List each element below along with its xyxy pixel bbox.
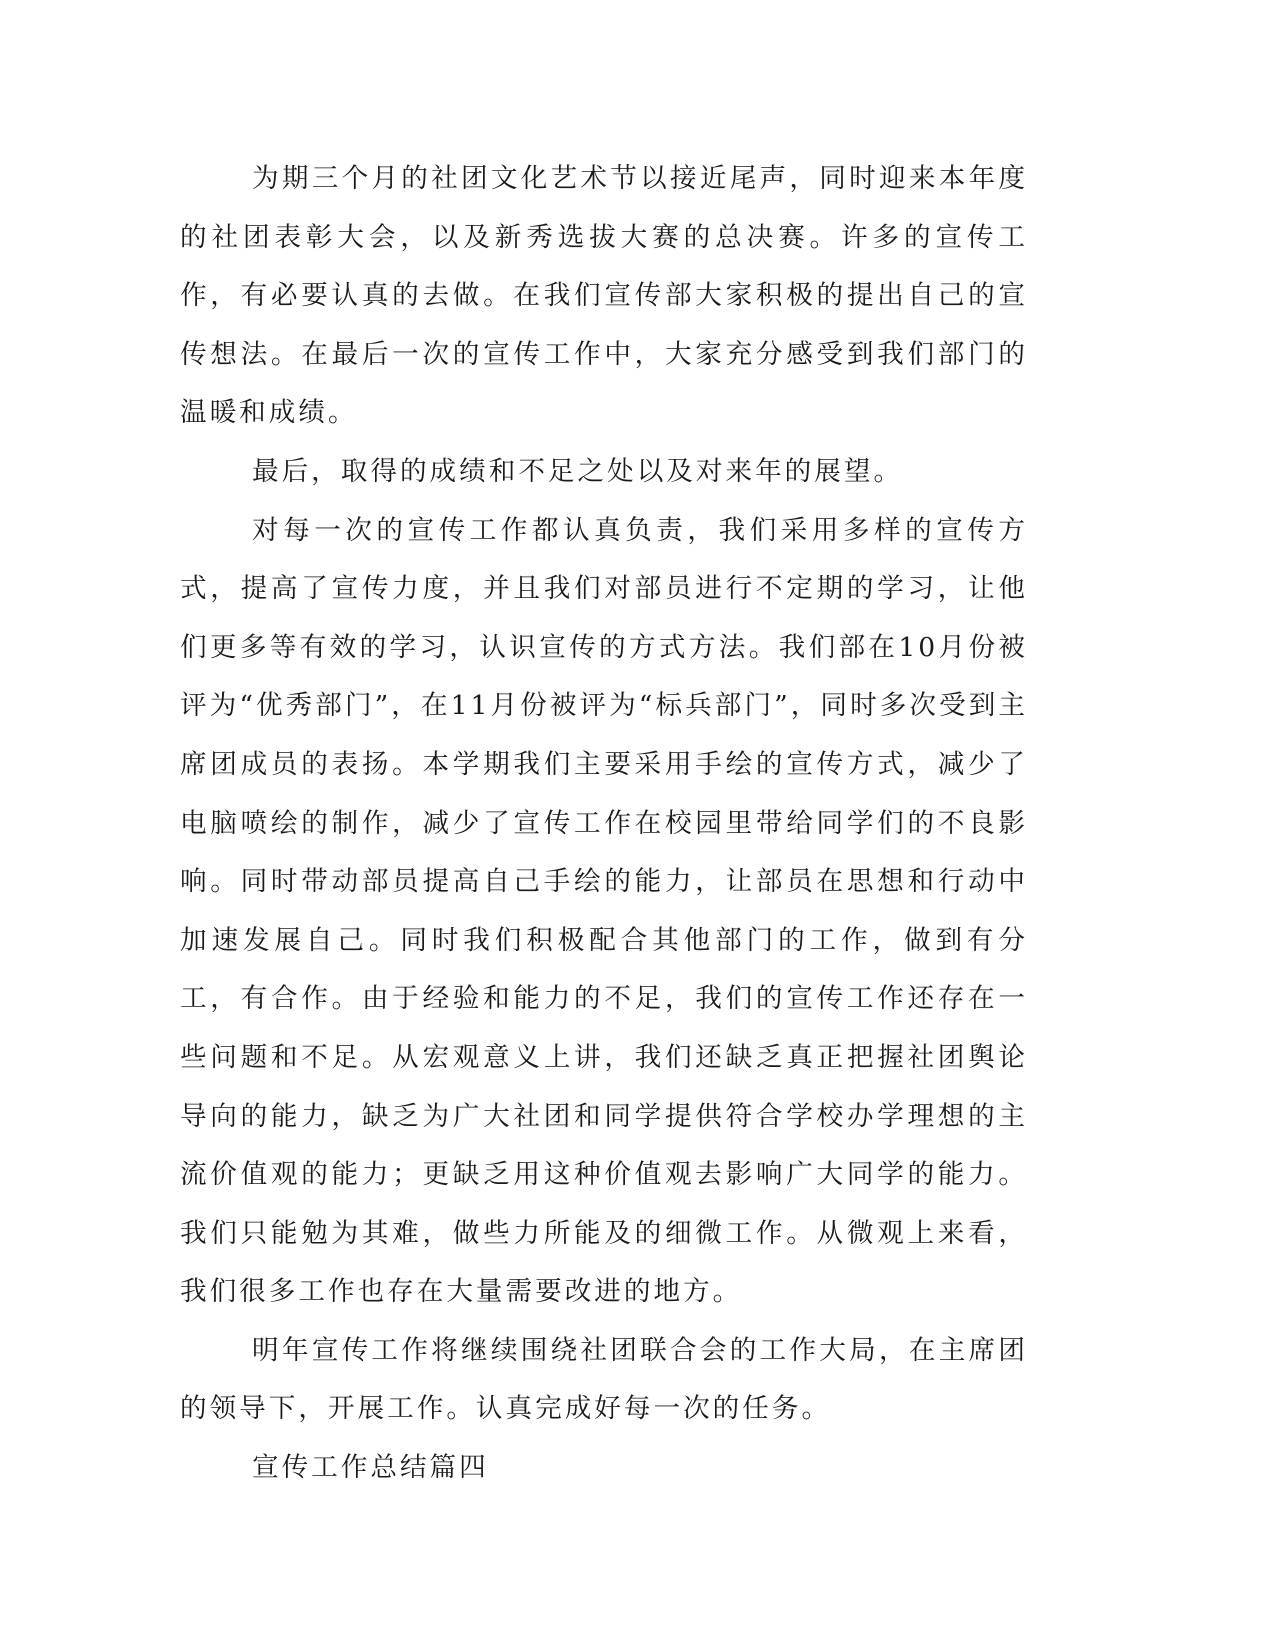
paragraph-achievements-shortcomings: 对每一次的宣传工作都认真负责，我们采用多样的宣传方式，提高了宣传力度，并且我们对部员进行不定期的学习，让他们更多等有效的学习，认识宣传的方式方法。我们部在10月份被评为“优秀部门”，在11月份被评为“标兵部门”，同时多次受到主席团成员的表扬。本学期我们主要采用手绘的宣传方式，减少了电脑喷绘的制作，减少了宣传工作在校园里带给同学们的不良影响。同时带动部员提高自己手绘的能力，让部员在思想和行动中加速发展自己。同时我们积极配合其他部门的工作，做到有分工，有合作。由于经验和能力的不足，我们的宣传工作还存在一些问题和不足。从宏观意义上讲，我们还缺乏真正把握社团舆论导向的能力，缺乏为广大社团和同学提供符合学校办学理想的主流价值观的能力；更缺乏用这种价值观去影响广大同学的能力。我们只能勉为其难，做些力所能及的细微工作。从微观上来看，我们很多工作也存在大量需要改进的地方。 — [180, 514, 1028, 1308]
section-title: 宣传工作总结篇四 — [252, 1452, 489, 1484]
paragraph-next-year-plan: 明年宣传工作将继续围绕社团联合会的工作大局，在主席团的领导下，开展工作。认真完成好每一次的任务。 — [180, 1334, 1028, 1425]
document-body — [180, 150, 1028, 1498]
paragraph-outlook-heading: 最后，取得的成绩和不足之处以及对来年的展望。 — [252, 455, 904, 487]
paragraph-festival-summary: 为期三个月的社团文化艺术节以接近尾声，同时迎来本年度的社团表彰大会，以及新秀选拔大赛的总决赛。许多的宣传工作，有必要认真的去做。在我们宣传部大家积极的提出自己的宣传想法。在最后一次的宣传工作中，大家充分感受到我们部门的温暖和成绩。 — [180, 163, 1028, 429]
